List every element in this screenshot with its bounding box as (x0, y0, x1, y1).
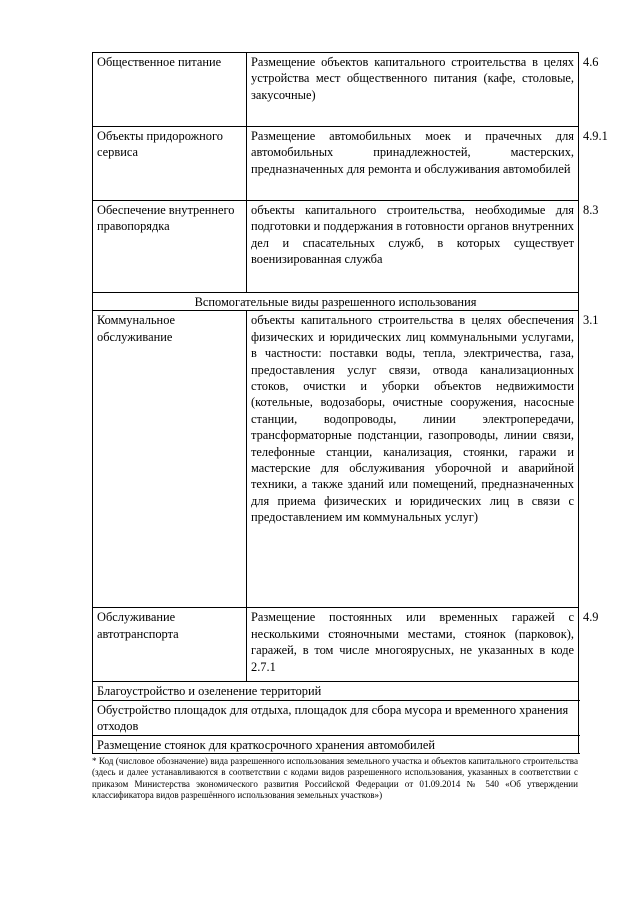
land-use-table (92, 52, 608, 754)
section-header-row (93, 293, 579, 311)
full-width-cell: Размещение стоянок для краткосрочного хранения автомобилей (93, 735, 579, 753)
full-width-row (93, 700, 579, 735)
use-description-cell: объекты капитального строительства в целях обеспечения физических и юридических лиц коммунальными услугами, в частности: поставки воды, тепла, электричества, газа, предоставления услуг связи, отвода канализационных стоков, очистки и уборки объектов недвижимости (котельные, водозаборы, очистные сооружения, насосные станции, водопроводы, линии электропередачи, трансформаторные подстанции, газопроводы, линии связи, телефонные станции, канализация, стоянки, гаражи и мастерские для обслуживания уборочной и аварийной техники, а также зданий или помещений, предназначенных для приема физических и юридических лиц в связи с предоставлением им коммунальных услуг) (247, 311, 579, 608)
use-name-cell: Обслуживание автотранспорта (93, 608, 247, 682)
table-row: Объекты придорожного сервиса Размещение автомобильных моек и прачечных для автомобильных принадлежностей, мастерских, предназначенных для ремонта и обслуживания автомобилей 4.9.1 (93, 127, 579, 201)
use-name-cell: Обеспечение внутреннего правопорядка (93, 201, 247, 293)
full-width-cell: Благоустройство и озеленение территорий (93, 682, 579, 700)
use-name-cell: Коммунальное обслуживание (93, 311, 247, 608)
section-header: Вспомогательные виды разрешенного использования (93, 293, 579, 311)
table-row: Обеспечение внутреннего правопорядка объекты капитального строительства, необходимые для подготовки и поддержания в готовности органов внутренних дел и спасательных служб, в которых существует военизированная служба 8.3 (93, 201, 579, 293)
document-page (92, 52, 608, 802)
use-description-cell: Размещение постоянных или временных гаражей с несколькими стояночными местами, стоянок (парковок), гаражей, в том числе многоярусных, не указанных в коде 2.7.1 (247, 608, 579, 682)
use-description-cell: Размещение автомобильных моек и прачечных для автомобильных принадлежностей, мастерских, предназначенных для ремонта и обслуживания автомобилей (247, 127, 579, 201)
full-width-row (93, 682, 579, 700)
full-width-row (93, 735, 579, 753)
use-name-cell: Общественное питание (93, 53, 247, 127)
table-row: Коммунальное обслуживание объекты капитального строительства в целях обеспечения физических и юридических лиц коммунальными услугами, в частности: поставки воды, тепла, электричества, газа, предоставления услуг связи, отвода канализационных стоков, очистки и уборки объектов недвижимости (котельные, водозаборы, очистные сооружения, насосные станции, водопроводы, линии электропередачи, трансформаторные подстанции, газопроводы, линии связи, телефонные станции, канализация, стоянки, гаражи и мастерские для обслуживания уборочной и аварийной техники, а также зданий или помещений, предназначенных для приема физических и юридических лиц в связи с предоставлением им коммунальных услуг) 3.1 (93, 311, 579, 608)
footnote: * Код (числовое обозначение) вида разрешенного использования земельного участка и объектов капитального строительства (здесь и далее устанавливаются в соответствии с кодами видов разрешенного использования, указанных в соответствии с приказом Министерства экономического развития Российской Федерации от 01.09.2014 № 540 «Об утверждении классификатора видов разрешённого использования земельных участков») (92, 756, 578, 801)
full-width-cell: Обустройство площадок для отдыха, площадок для сбора мусора и временного хранения отходов (93, 700, 579, 735)
use-name-cell: Объекты придорожного сервиса (93, 127, 247, 201)
table-row: Общественное питание Размещение объектов капитального строительства в целях устройства мест общественного питания (кафе, столовые, закусочные) 4.6 (93, 53, 579, 127)
table-row: Обслуживание автотранспорта Размещение постоянных или временных гаражей с несколькими стояночными местами, стоянок (парковок), гаражей, в том числе многоярусных, не указанных в коде 2.7.1 4.9 (93, 608, 579, 682)
use-description-cell: Размещение объектов капитального строительства в целях устройства мест общественного питания (кафе, столовые, закусочные) (247, 53, 579, 127)
use-description-cell: объекты капитального строительства, необходимые для подготовки и поддержания в готовности органов внутренних дел и спасательных служб, в которых существует военизированная служба (247, 201, 579, 293)
